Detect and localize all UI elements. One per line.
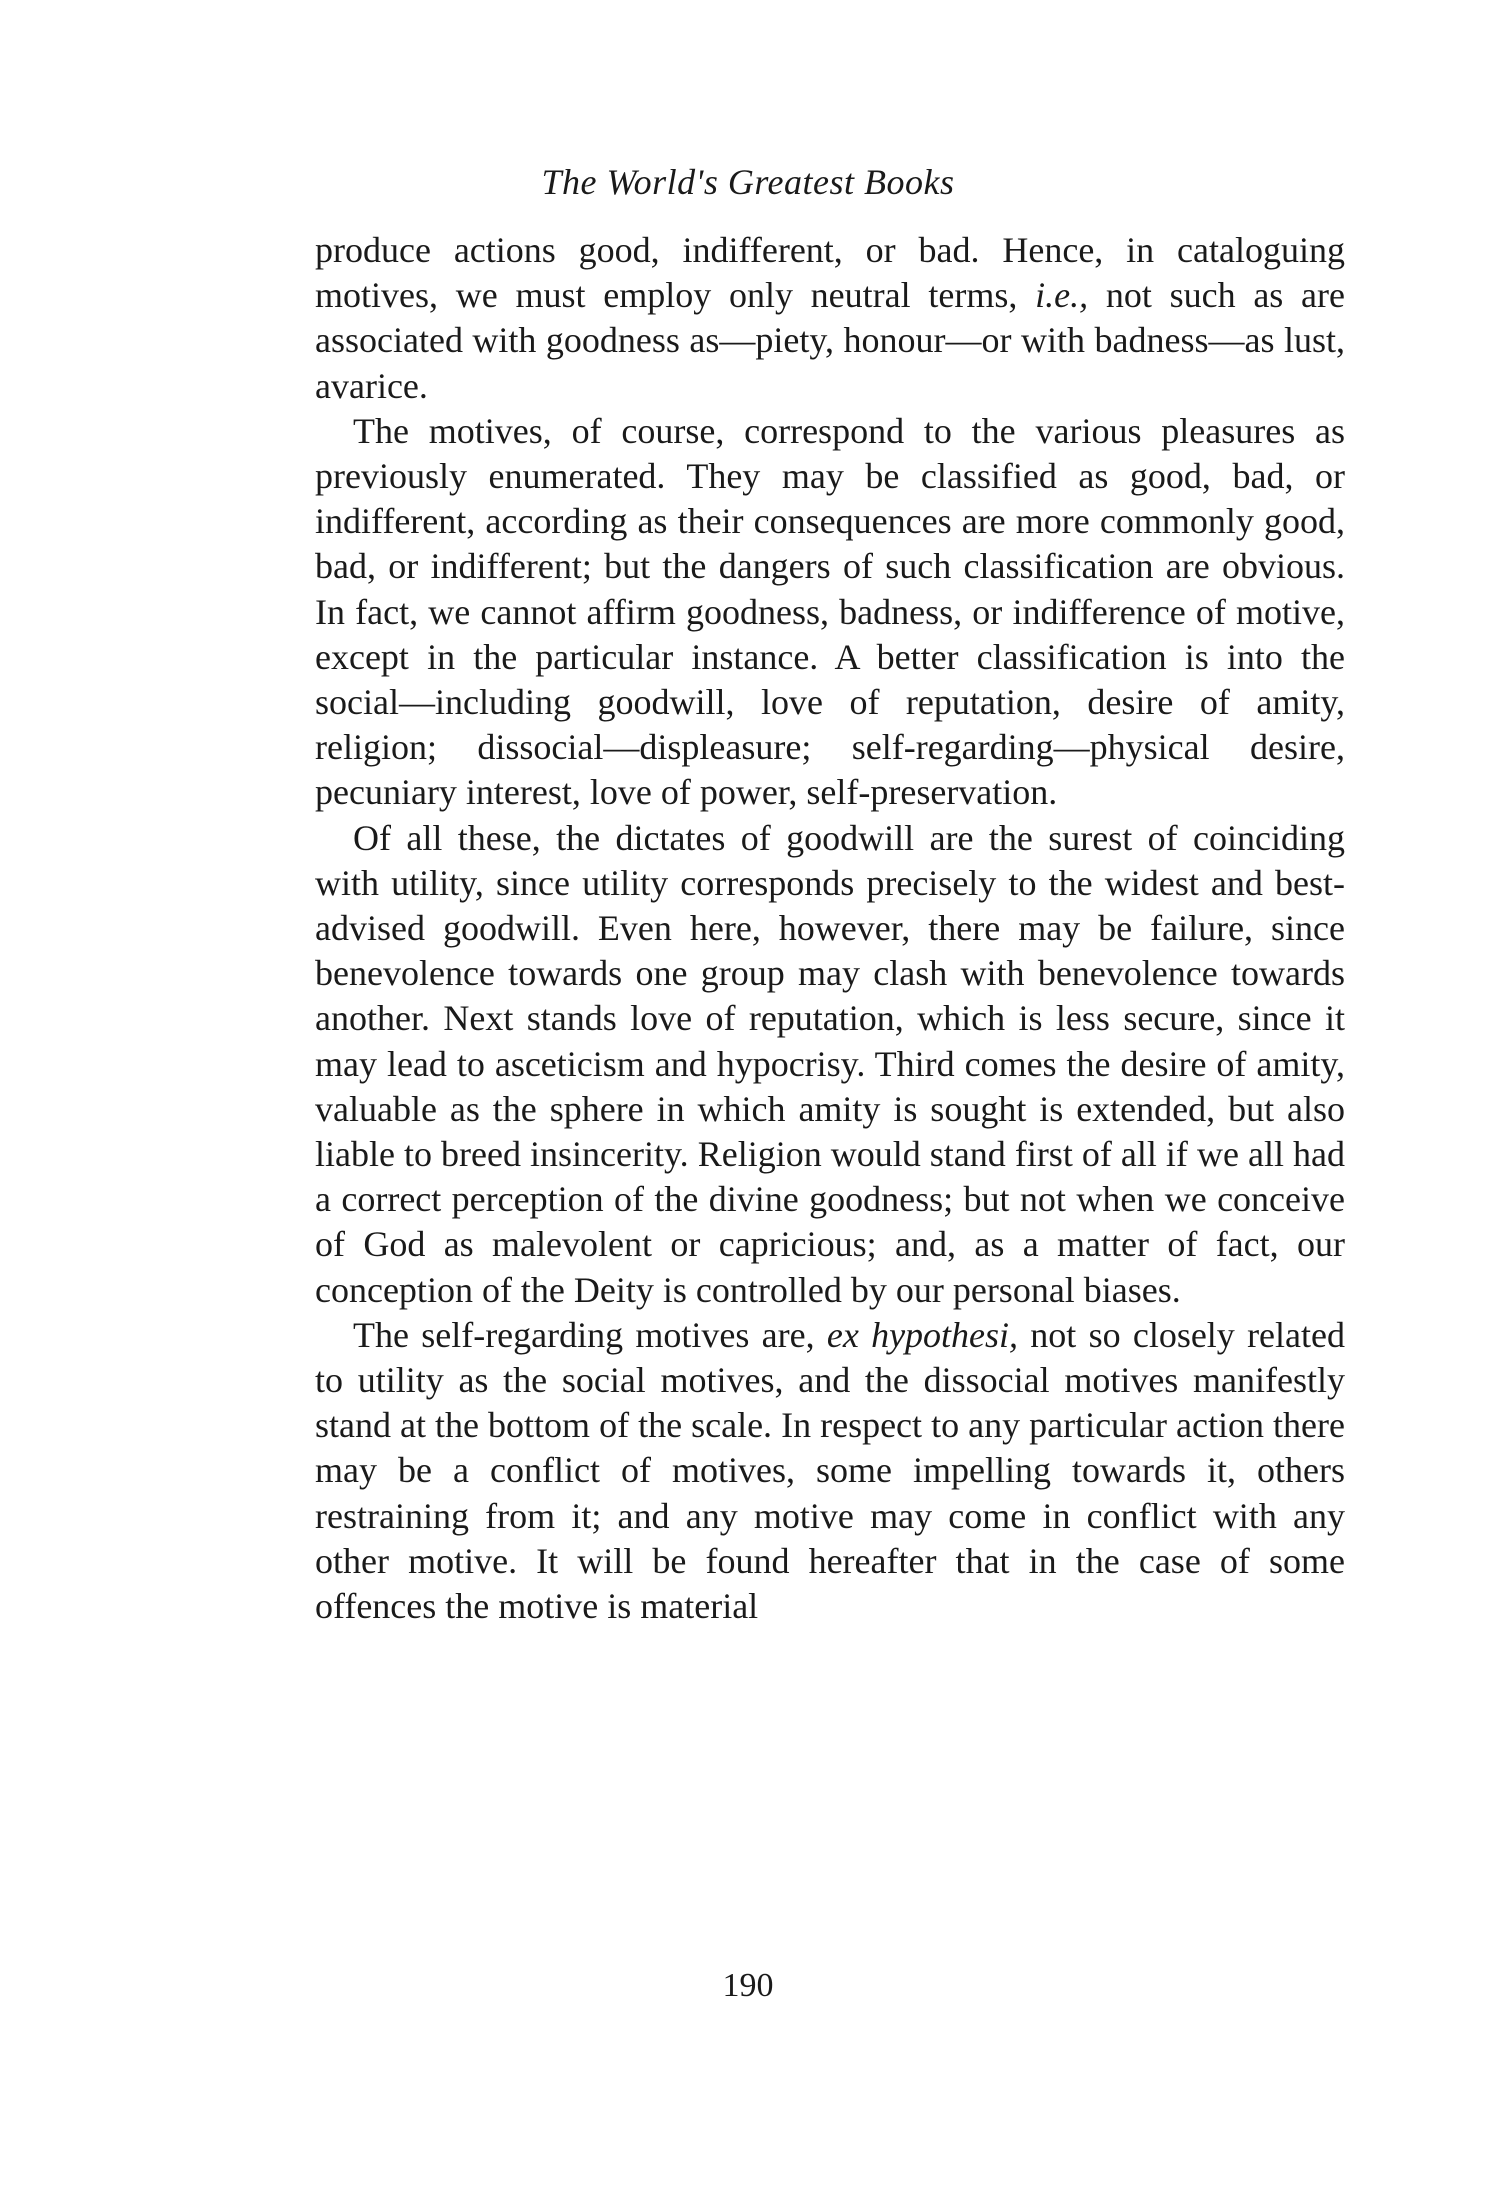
- paragraph-2: The motives, of course, correspond to the various pleasures as previously enumerated. They may be classified as good, bad, or indifferent, according as their consequences are more commonly good, bad, or indifferent; but the dangers of such classification are obvious. In fact, we cannot affirm goodness, badness, or indifference of motive, except in the particular instance. A better classification is into the social—including goodwill, love of reputation, desire of amity, religion; dissocial—displeasure; self-regarding—physical desire, pecuniary interest, love of power, self-preservation.: [315, 410, 1345, 813]
- running-head: The World's Greatest Books: [541, 162, 955, 202]
- paragraph-3: Of all these, the dictates of goodwill are the surest of coinciding with utility, since utility corresponds precisely to the widest and best-advised goodwill. Even here, however, there may be failure, since benevolence towards one group may clash with benevolence towards another. Next stands love of reputation, which is less secure, since it may lead to asceticism and hypocrisy. Third comes the desire of amity, valuable as the sphere in which amity is sought is extended, but also liable to breed insincerity. Religion would stand first of all if we all had a correct perception of the divine goodness; but not when we conceive of God as malevolent or capricious; and, as a matter of fact, our conception of the Deity is controlled by our personal biases.: [315, 817, 1345, 1310]
- italic-ie: i.e.,: [1035, 275, 1089, 316]
- italic-ex-hypothesi: ex hypothesi,: [826, 1314, 1019, 1355]
- paragraph-4: The self-regarding motives are, ex hypothesi, not so closely related to utility as the social motives, and the dissocial motives manifestly stand at the bottom of the scale. In respect to any particular action there may be a conflict of motives, some impelling towards it, others restraining from it; and any motive may come in conflict with any other motive. It will be found hereafter that in the case of some offences the motive is material: [315, 1314, 1345, 1627]
- body-text: [315, 228, 1345, 1629]
- paragraph-1: produce actions good, indifferent, or bad. Hence, in cataloguing motives, we must employ only neutral terms, i.e., not such as are associated with goodness as—piety, honour—or with badness—as lust, avarice.: [315, 230, 1345, 406]
- page-number: 190: [722, 1967, 774, 2004]
